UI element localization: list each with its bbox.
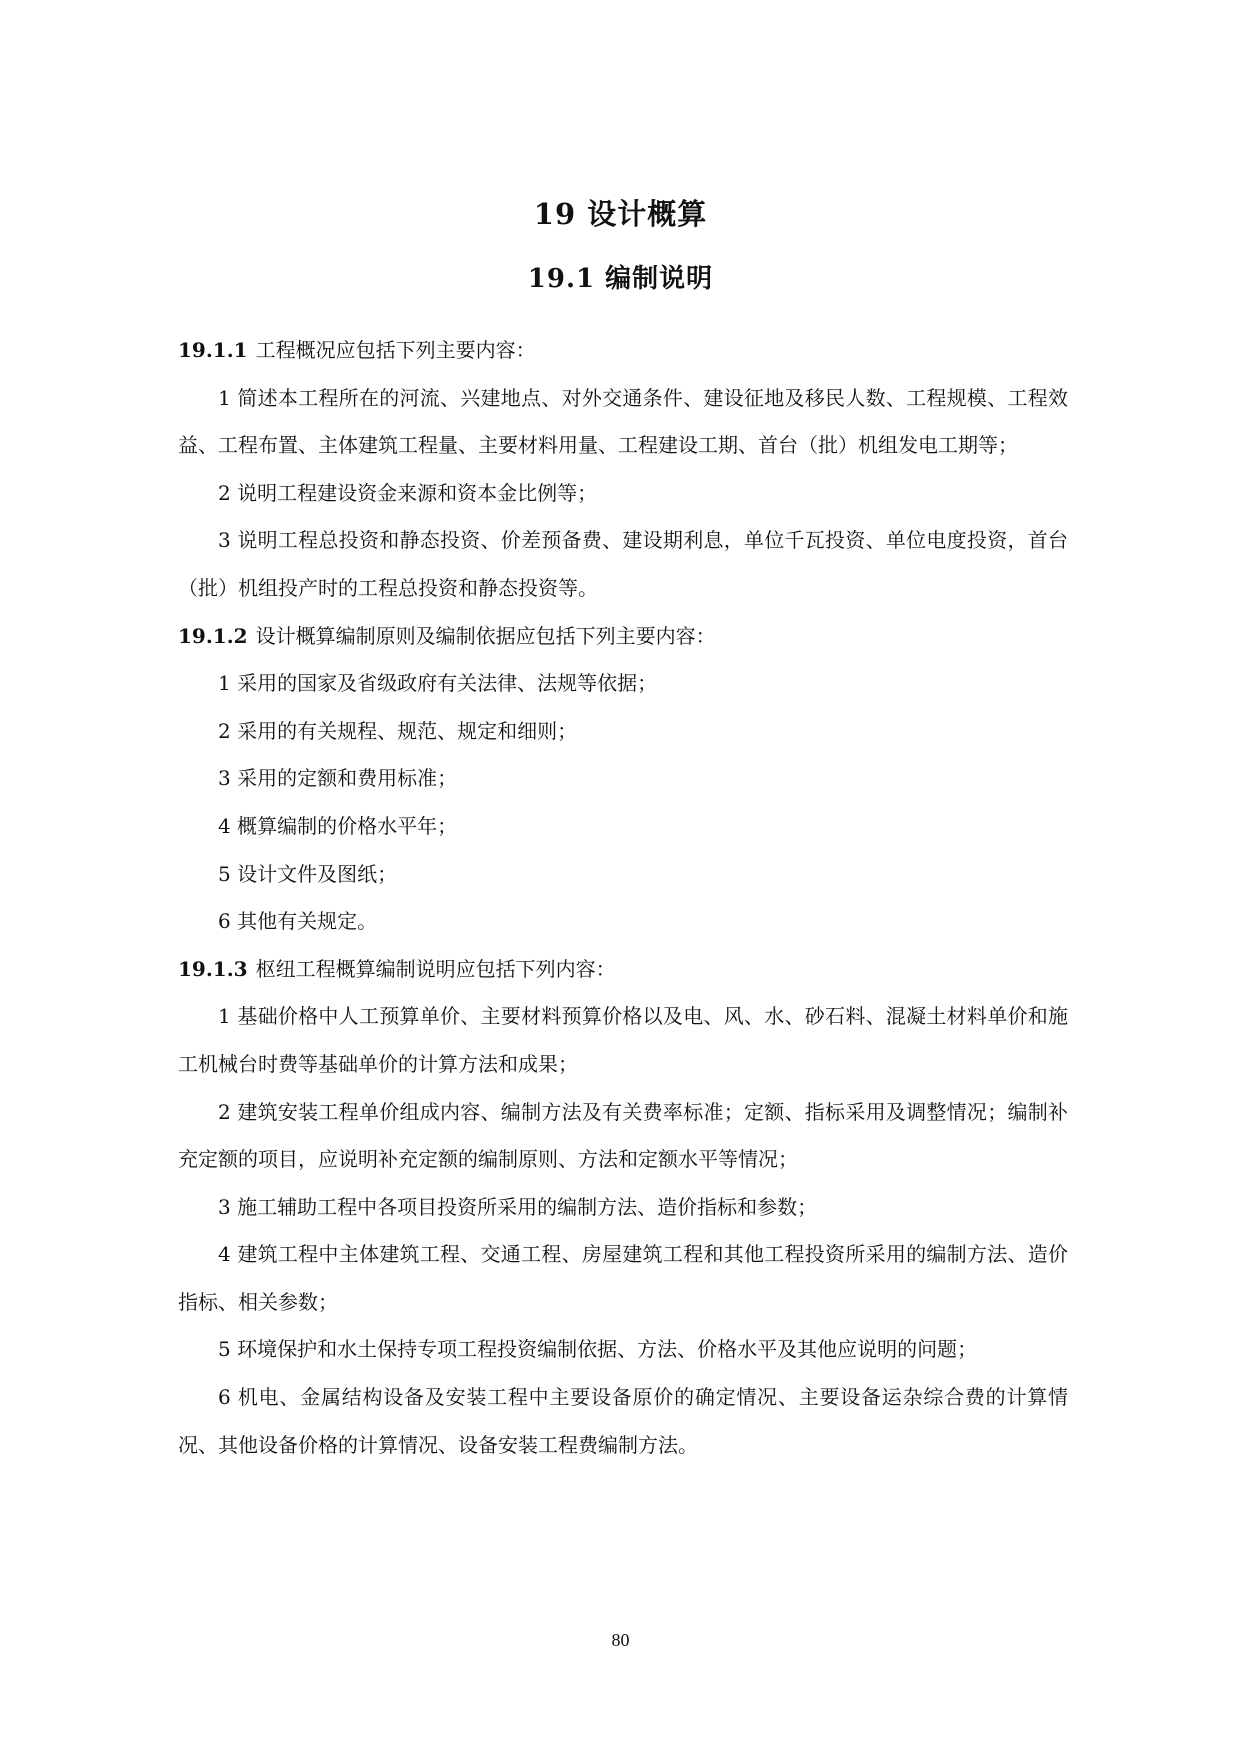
- clause-item: 5 设计文件及图纸；: [218, 861, 398, 886]
- clause-item: 1 采用的国家及省级政府有关法律、法规等依据；: [218, 671, 658, 696]
- clause-item: 4 建筑工程中主体建筑工程、交通工程、房屋建筑工程和其他工程投资所采用的编制方法、造价指标、相关参数；: [178, 1242, 1068, 1314]
- clause-heading: [178, 946, 1068, 994]
- clause-item: 4 概算编制的价格水平年；: [218, 813, 458, 838]
- document-body: [178, 327, 1068, 1469]
- clause-heading: [178, 613, 1068, 661]
- clause-item: 3 采用的定额和费用标准；: [218, 766, 458, 791]
- clause-item: 3 说明工程总投资和静态投资、价差预备费、建设期利息，单位千瓦投资、单位电度投资，首台（批）机组投产时的工程总投资和静态投资等。: [178, 528, 1068, 600]
- clause-item: 1 基础价格中人工预算单价、主要材料预算价格以及电、风、水、砂石料、混凝土材料单价和施工机械台时费等基础单价的计算方法和成果；: [178, 1004, 1068, 1076]
- clause-text: 枢纽工程概算编制说明应包括下列内容：: [255, 956, 616, 981]
- clause-text: 设计概算编制原则及编制依据应包括下列主要内容：: [255, 623, 716, 648]
- clause-text: 工程概况应包括下列主要内容：: [255, 338, 536, 362]
- clause-item: 3 施工辅助工程中各项目投资所采用的编制方法、造价指标和参数；: [218, 1194, 818, 1219]
- clause-item: 2 建筑安装工程单价组成内容、编制方法及有关费率标准；定额、指标采用及调整情况；编制补充定额的项目，应说明补充定额的编制原则、方法和定额水平等情况；: [178, 1099, 1068, 1172]
- clause-item: 5 环境保护和水土保持专项工程投资编制依据、方法、价格水平及其他应说明的问题；: [218, 1337, 978, 1362]
- clause-number: 19.1.3: [178, 956, 248, 981]
- clause-item: 2 说明工程建设资金来源和资本金比例等；: [218, 480, 598, 505]
- section-title: 19.1 编制说明: [527, 264, 714, 294]
- clause-heading: [178, 327, 1068, 375]
- clause-item: 6 机电、金属结构设备及安装工程中主要设备原价的确定情况、主要设备运杂综合费的计算情况、其他设备价格的计算情况、设备安装工程费编制方法。: [178, 1385, 1068, 1457]
- clause-number: 19.1.1: [178, 338, 248, 362]
- chapter-title: 19 设计概算: [533, 197, 708, 231]
- clause-item: 1 简述本工程所在的河流、兴建地点、对外交通条件、建设征地及移民人数、工程规模、工程效益、工程布置、主体建筑工程量、主要材料用量、工程建设工期、首台（批）机组发电工期等；: [178, 385, 1068, 458]
- clause-item: 2 采用的有关规程、规范、规定和细则；: [218, 718, 578, 743]
- page-number: 80: [611, 1630, 630, 1650]
- clause-number: 19.1.2: [178, 623, 248, 648]
- clause-item: 6 其他有关规定。: [218, 909, 378, 934]
